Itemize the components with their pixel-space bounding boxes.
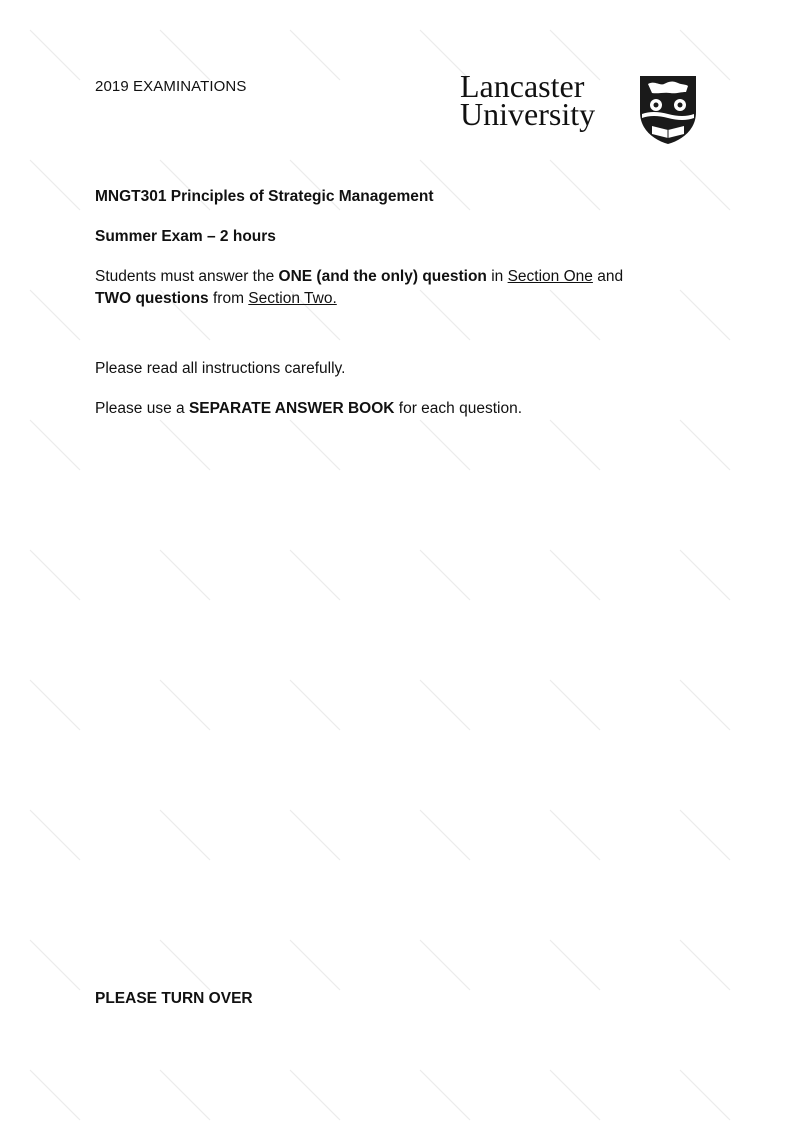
watermark-mark [680,420,730,470]
watermark-mark [680,1070,730,1120]
watermark-mark [420,810,470,860]
instructions-emphasis-2: TWO questions [95,290,209,307]
watermark-mark [550,420,600,470]
answer-note-pre: Please use a [95,400,189,417]
watermark-mark [420,420,470,470]
logo-line-2: University [460,96,596,132]
watermark-mark [160,1070,210,1120]
watermark-mark [160,940,210,990]
watermark-mark [550,680,600,730]
watermark-mark [290,550,340,600]
section-two-reference: Section Two. [248,290,337,307]
watermark-mark [290,1070,340,1120]
watermark-mark [30,420,80,470]
read-instructions-note: Please read all instructions carefully. [95,360,346,377]
section-one-reference: Section One [507,268,593,285]
watermark-mark [420,940,470,990]
watermark-mark [30,810,80,860]
watermark-mark [550,1070,600,1120]
exam-year-label: 2019 EXAMINATIONS [95,78,247,95]
watermark-mark [30,290,80,340]
watermark-mark [290,940,340,990]
instructions-emphasis-1: ONE (and the only) question [278,268,487,285]
watermark-mark [160,420,210,470]
watermark-mark [30,940,80,990]
watermark-mark [160,30,210,80]
watermark-mark [160,810,210,860]
watermark-mark [550,940,600,990]
watermark-mark [550,550,600,600]
instructions-text-4: from [208,290,249,307]
watermark-mark [30,680,80,730]
answer-note-emphasis: SEPARATE ANSWER BOOK [188,400,395,417]
watermark-mark [290,420,340,470]
watermark-mark [680,680,730,730]
instructions-text-1: Students must answer the [95,268,279,285]
exam-duration: Summer Exam – 2 hours [95,228,276,245]
watermark-mark [680,160,730,210]
answer-book-note [95,400,522,418]
watermark-mark [680,550,730,600]
answer-note-post: for each question. [394,400,522,417]
watermark-mark [290,30,340,80]
logo-line-1: Lancaster [460,68,585,104]
university-logo [460,68,700,148]
watermark-mark [290,680,340,730]
watermark-mark [680,810,730,860]
watermark-mark [420,1070,470,1120]
instructions-text-3: and [592,268,624,285]
watermark-mark [30,1070,80,1120]
logo-wordmark [460,68,596,132]
instructions-text-2: in [486,268,508,285]
instructions-paragraph [95,266,695,310]
watermark-mark [160,680,210,730]
please-turn-over: PLEASE TURN OVER [95,990,253,1007]
watermark-mark [420,680,470,730]
watermark-mark [30,550,80,600]
watermark-mark [420,550,470,600]
watermark-mark [30,30,80,80]
crest-icon [638,74,698,146]
watermark-mark [30,160,80,210]
watermark-mark [550,810,600,860]
watermark-mark [550,160,600,210]
watermark-mark [160,550,210,600]
watermark-mark [680,940,730,990]
watermark-mark [290,810,340,860]
course-title: MNGT301 Principles of Strategic Management [95,188,434,205]
